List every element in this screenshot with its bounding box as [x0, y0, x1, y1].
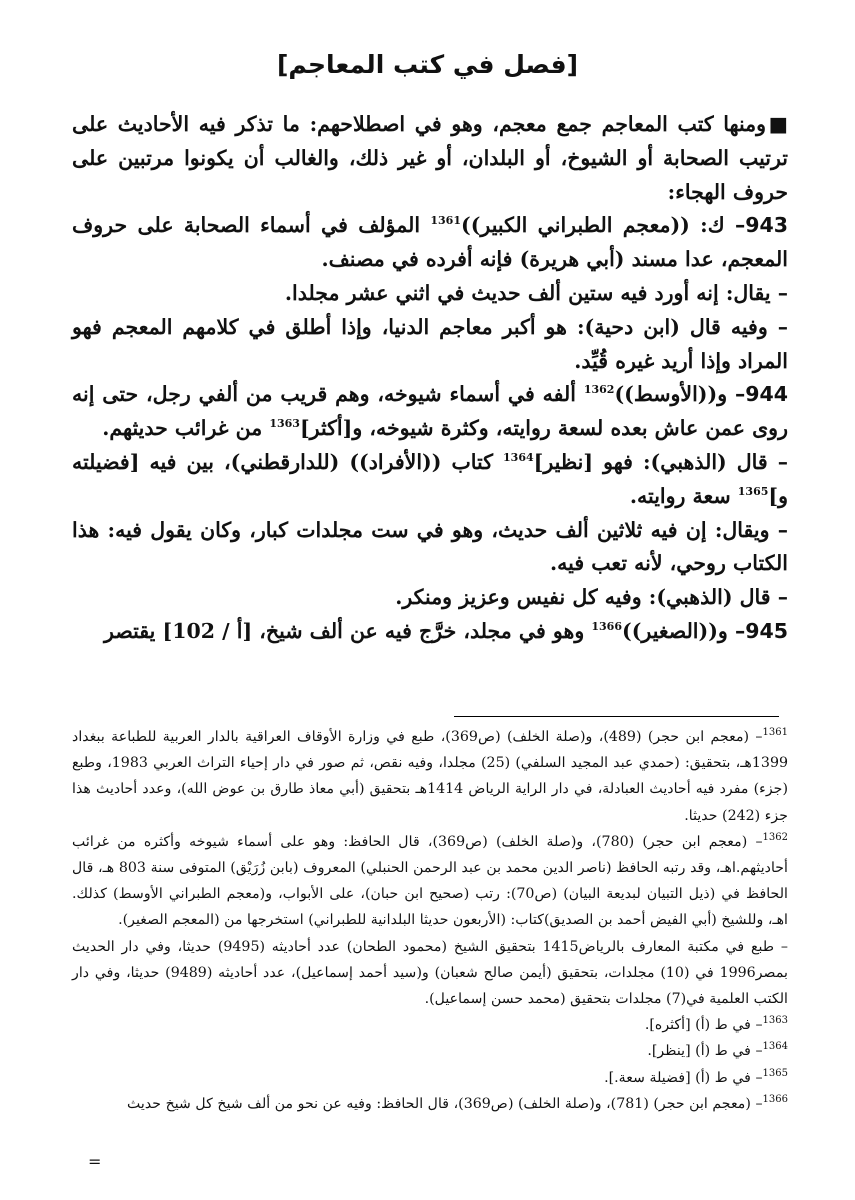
- footnote-text: – (معجم ابن حجر) (780)، و(صلة الخلف) (ص369)، قال الحافظ: وهو على أسماء شيوخه وأكثره من غرائب أحاديثهم.اهـ، وقد رتبه الحافظ (ناصر الدين محمد بن عبد الرحمن الحنبلي) المعروف (بابن زُرَيْق) المتوفى سنة 803 هـ، قال الحافظ في (ذيل التبيان لبديعة البيان) (ص70): رتب (صحيح ابن حبان)، على الأبواب، و(معجم الطبراني الأوسط) كذلك. اهـ، وللشيخ (أبي الفيض أحمد بن الصديق)كتاب: (الأربعون حديثا البلدانية للطبراني) استخرجها من (المعجم الصغير).: [72, 833, 788, 929]
- entry-944-note-1: [72, 446, 788, 514]
- footnote-number: 1364: [762, 1041, 788, 1053]
- footnote-separator: [454, 716, 779, 717]
- entry-943-note-1: – يقال: إنه أورد فيه ستين ألف حديث في اثني عشر مجلدا.: [284, 280, 788, 305]
- footnote-ref: 1364: [503, 450, 534, 464]
- intro-paragraph: ■ومنها كتب المعاجم جمع معجم، وهو في اصطلاحهم: ما تذكر فيه الأحاديث على ترتيب الصحابة أو الشيوخ، أو البلدان، أو غير ذلك، والغالب أن يكونوا مرتبين على حروف الهجاء:: [72, 112, 788, 204]
- footnote-ref: 1361: [430, 214, 461, 228]
- footnote-ref: 1365: [737, 484, 769, 498]
- footnote-number: 1365: [762, 1067, 788, 1079]
- continuation-mark: =: [88, 1152, 102, 1171]
- footnote-text: – في ط (أ) [فضيلة سعة.].: [604, 1069, 763, 1086]
- footnote-text: – في ط (أ) [أكثره].: [644, 1017, 763, 1034]
- footnote: [72, 1091, 788, 1117]
- entry-number: 944–: [734, 382, 789, 407]
- note-text: – قال (الذهبي): فهو [نظير]: [533, 449, 788, 474]
- entry-title: و((الصغير)): [622, 618, 728, 643]
- main-text: [72, 108, 788, 649]
- footnote-number: 1363: [762, 1015, 788, 1027]
- entry-text: المؤلف في أسماء الصحابة على حروف المعجم، عدا مسند (أبي هريرة) فإنه أفرده في مصنف.: [72, 213, 788, 272]
- entry-title: و((الأوسط)): [614, 382, 728, 407]
- entry-943-note-2: – وفيه قال (ابن دحية): هو أكبر معاجم الدنيا، وإذا أطلق في كلامهم المعجم فهو المراد وإذا أريد غيره قُيِّد.: [72, 314, 788, 373]
- entry-944-note-2: – ويقال: إن فيه ثلاثين ألف حديث، وهو في ست مجلدات كبار، وكان يقول فيه: هذا الكتاب روحي، لأنه تعب فيه.: [72, 517, 788, 576]
- entry-text: وهو في مجلد، خرَّج فيه عن ألف شيخ، [أ / 102] يقتصر: [104, 618, 585, 643]
- entry-943: [72, 209, 788, 277]
- footnote: [72, 724, 788, 829]
- entry-944: [72, 378, 788, 446]
- entry-944-note-3: – قال (الذهبي): وفيه كل نفيس وعزيز ومنكر.: [395, 585, 788, 610]
- footnote-text: – (معجم ابن حجر) (781)، و(صلة الخلف) (ص369)، قال الحافظ: وفيه عن نحو من ألف شيخ كل شيخ حديث: [126, 1095, 763, 1112]
- footnote-ref: 1366: [591, 619, 622, 633]
- footnote-text: – (معجم ابن حجر) (489)، و(صلة الخلف) (ص369)، طبع في وزارة الأوقاف العراقية بالدار العربية للطباعة ببغداد 1399هـ، بتحقيق: (حمدي عبد المجيد السلفي) (25) مجلدا، وفيه نقص، ثم صور في دار إحياء التراث العربي 1983، وطبع (جزء) مفرد فيه أحاديث العبادلة، في دار الراية الرياض 1414هـ بتحقيق (أبي معاذ طارق بن عوض الله)، وعدد أحاديث هذا جزء (242) حديثا.: [72, 729, 788, 824]
- note-text: سعة روايته.: [629, 483, 731, 508]
- footnote: [72, 1038, 788, 1064]
- note-text: كتاب ((الأفراد)) (للدارقطني)، بين فيه [فضيلته و]: [72, 449, 788, 508]
- entry-text: من غرائب حديثهم.: [102, 416, 263, 441]
- footnote: [72, 1065, 788, 1091]
- footnote: [72, 829, 788, 934]
- footnote-number: 1361: [762, 727, 788, 738]
- footnote-ref: 1363: [269, 417, 300, 431]
- entry-945: [72, 615, 788, 649]
- entry-number: 945–: [734, 618, 788, 643]
- footnote-text: – في ط (أ) [ينظر].: [647, 1043, 763, 1060]
- footnote-text: – طبع في مكتبة المعارف بالرياض1415 بتحقيق الشيخ (محمود الطحان) عدد أحاديثه (9495) حديثا، وفي دار الحديث بمصر1996 في (10) مجلدات، بتحقيق (أيمن صالح شعبان) و(سيد أحمد إسماعيل)، عدد أحاديثه (9489) حديثا، وفي دار الكتب العلمية في(7) مجلدات بتحقيق (محمد حسن إسماعيل).: [72, 938, 788, 1008]
- footnote-ref: 1362: [583, 383, 615, 397]
- footnote-number: 1366: [762, 1093, 788, 1105]
- footnote: [72, 934, 788, 1013]
- entry-number: 943–: [734, 213, 789, 238]
- entry-text: ألفه في أسماء شيوخه، وهم قريب من ألفي رجل، حتى إنه روى عمن عاش بعده لسعة روايته، وكثرة شيوخه، و[أكثر]: [72, 382, 788, 441]
- footnotes: [72, 724, 788, 1117]
- footnote-number: 1362: [762, 831, 788, 843]
- section-heading: [فصل في كتب المعاجم]: [277, 50, 578, 79]
- footnote: [72, 1012, 788, 1038]
- entry-title: ك: ((معجم الطبراني الكبير)): [461, 213, 725, 238]
